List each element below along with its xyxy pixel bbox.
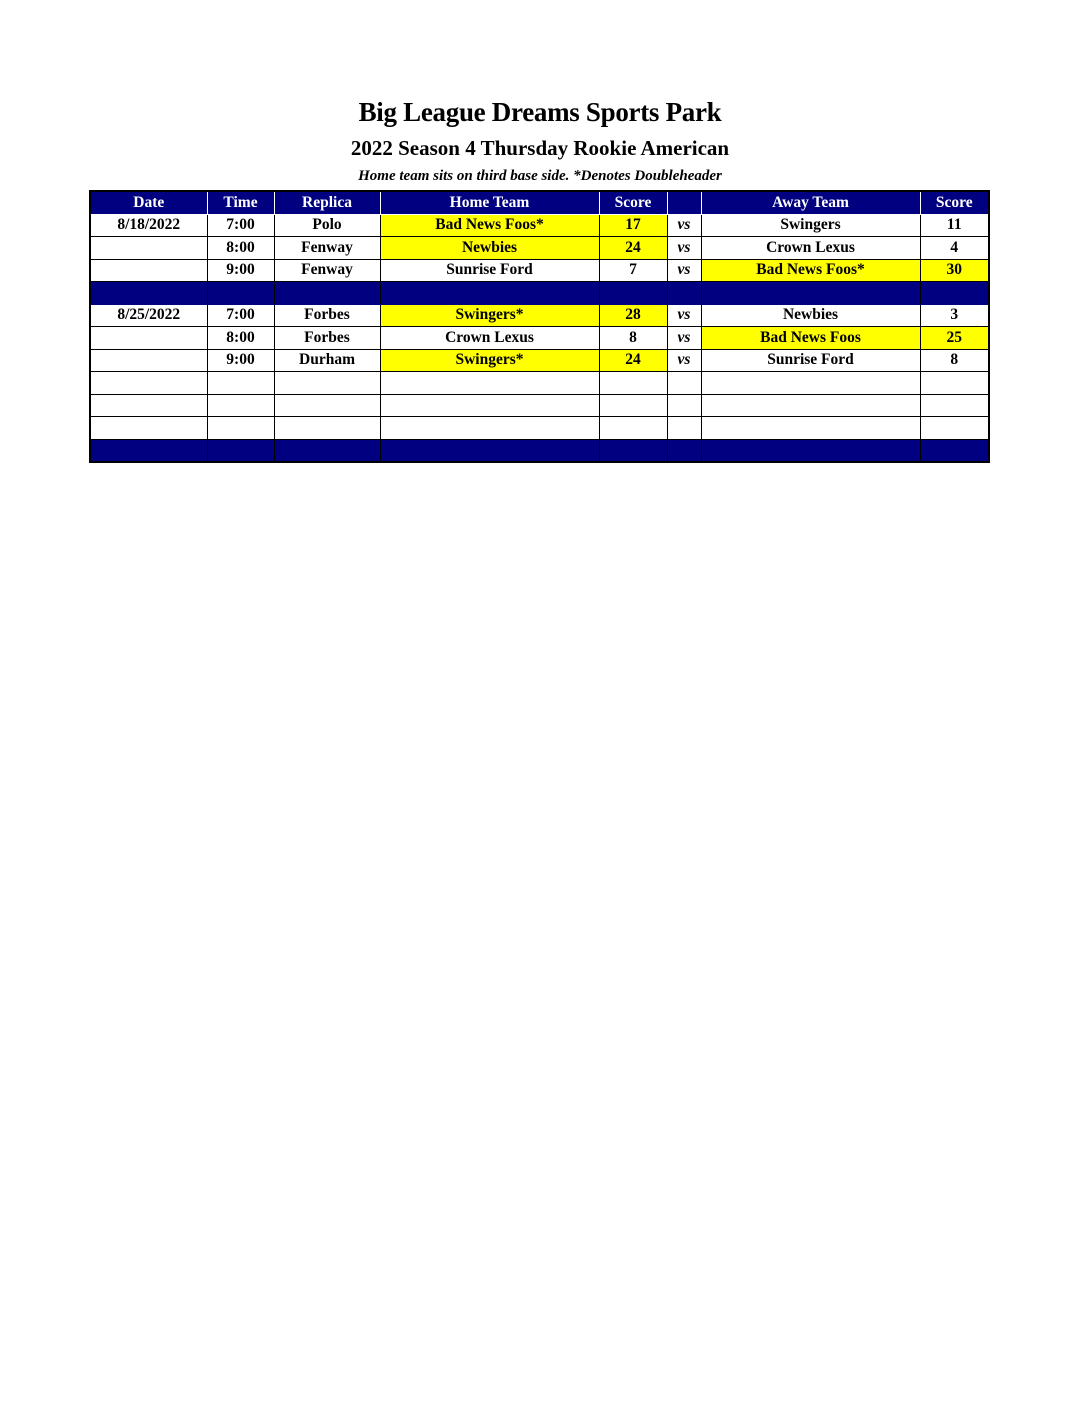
- header-home-team: Home Team: [380, 191, 599, 214]
- away-team: Bad News Foos*: [701, 259, 920, 282]
- separator-cell: [920, 439, 989, 462]
- away-score: 8: [920, 349, 989, 372]
- separator-cell: [274, 282, 380, 305]
- empty-row: [90, 394, 989, 417]
- away-team: Swingers: [701, 214, 920, 237]
- empty-cell: [380, 417, 599, 440]
- separator-cell: [667, 282, 701, 305]
- away-score: 30: [920, 259, 989, 282]
- game-replica: Forbes: [274, 304, 380, 327]
- separator-cell: [599, 282, 667, 305]
- separator-cell: [90, 282, 207, 305]
- empty-cell: [207, 394, 274, 417]
- away-score: 11: [920, 214, 989, 237]
- empty-cell: [90, 394, 207, 417]
- header-replica: Replica: [274, 191, 380, 214]
- empty-cell: [380, 372, 599, 395]
- vs-label: vs: [667, 237, 701, 260]
- game-time: 8:00: [207, 237, 274, 260]
- header-home-score: Score: [599, 191, 667, 214]
- away-score: 25: [920, 327, 989, 350]
- table-row: [90, 304, 989, 327]
- separator-cell: [701, 439, 920, 462]
- header-vs: [667, 191, 701, 214]
- game-date: 8/18/2022: [90, 214, 207, 237]
- empty-row: [90, 372, 989, 395]
- separator-cell: [667, 439, 701, 462]
- home-score: 17: [599, 214, 667, 237]
- away-team: Crown Lexus: [701, 237, 920, 260]
- table-row: [90, 259, 989, 282]
- game-date: [90, 259, 207, 282]
- header-row: [90, 191, 989, 214]
- home-team: Newbies: [380, 237, 599, 260]
- separator-cell: [274, 439, 380, 462]
- page-subtitle: 2022 Season 4 Thursday Rookie American: [350, 136, 730, 160]
- empty-cell: [380, 394, 599, 417]
- separator-cell: [207, 439, 274, 462]
- separator-cell: [207, 282, 274, 305]
- empty-cell: [274, 417, 380, 440]
- separator-cell: [380, 439, 599, 462]
- home-score: 24: [599, 349, 667, 372]
- separator-cell: [599, 439, 667, 462]
- game-date: [90, 327, 207, 350]
- empty-row: [90, 417, 989, 440]
- empty-cell: [920, 372, 989, 395]
- game-time: 7:00: [207, 304, 274, 327]
- week-separator-row: [90, 282, 989, 305]
- empty-cell: [207, 417, 274, 440]
- away-score: 3: [920, 304, 989, 327]
- schedule-table: [89, 190, 990, 463]
- vs-label: vs: [667, 214, 701, 237]
- empty-cell: [701, 394, 920, 417]
- header-away-team: Away Team: [701, 191, 920, 214]
- game-replica: Fenway: [274, 237, 380, 260]
- home-score: 7: [599, 259, 667, 282]
- empty-cell: [90, 372, 207, 395]
- empty-cell: [667, 372, 701, 395]
- vs-label: vs: [667, 349, 701, 372]
- game-time: 7:00: [207, 214, 274, 237]
- vs-label: vs: [667, 327, 701, 350]
- game-time: 9:00: [207, 259, 274, 282]
- home-team: Bad News Foos*: [380, 214, 599, 237]
- header-date: Date: [90, 191, 207, 214]
- game-date: [90, 237, 207, 260]
- empty-cell: [274, 372, 380, 395]
- table-row: [90, 327, 989, 350]
- game-replica: Forbes: [274, 327, 380, 350]
- game-date: 8/25/2022: [90, 304, 207, 327]
- empty-cell: [701, 372, 920, 395]
- header-away-score: Score: [920, 191, 989, 214]
- home-team: Swingers*: [380, 349, 599, 372]
- empty-cell: [667, 394, 701, 417]
- separator-cell: [701, 282, 920, 305]
- empty-cell: [599, 417, 667, 440]
- home-team: Swingers*: [380, 304, 599, 327]
- footer-separator-row: [90, 439, 989, 462]
- away-team: Bad News Foos: [701, 327, 920, 350]
- table-row: [90, 349, 989, 372]
- separator-cell: [920, 282, 989, 305]
- separator-cell: [90, 439, 207, 462]
- empty-cell: [667, 417, 701, 440]
- home-team: Crown Lexus: [380, 327, 599, 350]
- vs-label: vs: [667, 304, 701, 327]
- header-time: Time: [207, 191, 274, 214]
- empty-cell: [90, 417, 207, 440]
- home-score: 28: [599, 304, 667, 327]
- game-time: 9:00: [207, 349, 274, 372]
- empty-cell: [701, 417, 920, 440]
- empty-cell: [599, 372, 667, 395]
- game-date: [90, 349, 207, 372]
- home-score: 8: [599, 327, 667, 350]
- empty-cell: [599, 394, 667, 417]
- separator-cell: [380, 282, 599, 305]
- home-team: Sunrise Ford: [380, 259, 599, 282]
- home-score: 24: [599, 237, 667, 260]
- game-replica: Fenway: [274, 259, 380, 282]
- away-team: Sunrise Ford: [701, 349, 920, 372]
- table-row: [90, 237, 989, 260]
- empty-cell: [207, 372, 274, 395]
- page-title: Big League Dreams Sports Park: [358, 97, 722, 127]
- game-time: 8:00: [207, 327, 274, 350]
- away-score: 4: [920, 237, 989, 260]
- away-team: Newbies: [701, 304, 920, 327]
- game-replica: Durham: [274, 349, 380, 372]
- empty-cell: [274, 394, 380, 417]
- vs-label: vs: [667, 259, 701, 282]
- empty-cell: [920, 394, 989, 417]
- table-row: [90, 214, 989, 237]
- game-replica: Polo: [274, 214, 380, 237]
- empty-cell: [920, 417, 989, 440]
- schedule-note: Home team sits on third base side. *Denotes Doubleheader: [358, 168, 722, 184]
